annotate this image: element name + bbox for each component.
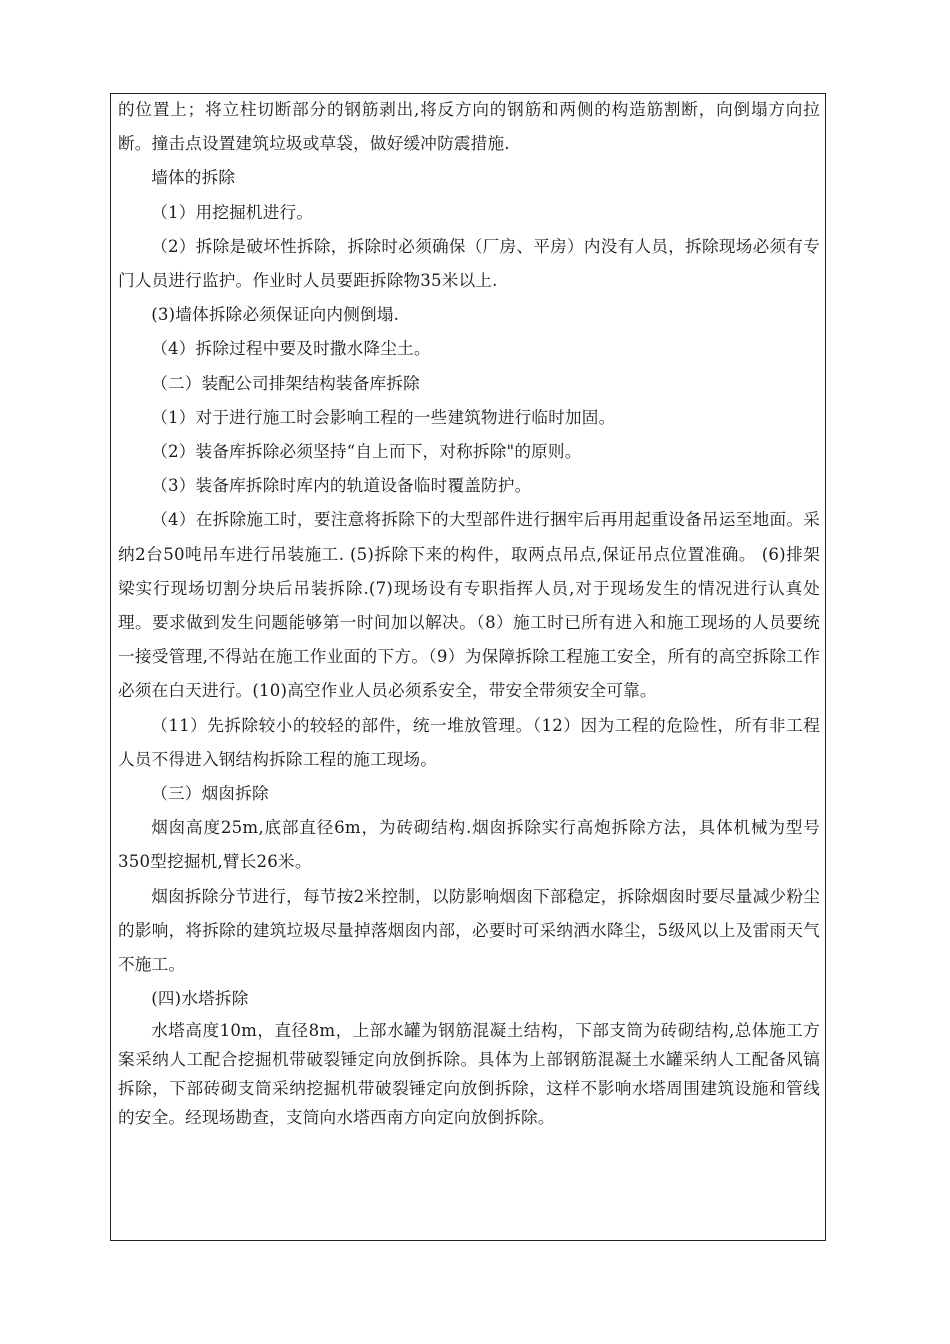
paragraph-7: （二）装配公司排架结构装备库拆除 bbox=[151, 373, 420, 393]
paragraph-4: （2）拆除是破坏性拆除，拆除时必须确保（厂房、平房）内没有人员，拆除现场必须有专门人员进行监护。作业时人员要距拆除物35米以上. bbox=[118, 236, 820, 291]
paragraph-17: 水塔高度10m，直径8m，上部水罐为钢筋混凝土结构，下部支筒为砖砌结构,总体施工方案采纳人工配合挖掘机带破裂锤定向放倒拆除。具体为上部钢筋混凝土水罐采纳人工配备风镐拆除，下部砖砌支筒采纳挖掘机带破裂锤定向放倒拆除，这样不影响水塔周围建筑设施和管线的安全。经现场勘查，支筒向水塔西南方向定向放倒拆除。 bbox=[118, 1021, 820, 1128]
paragraph-6: （4）拆除过程中要及时撒水降尘土。 bbox=[151, 339, 431, 359]
paragraph-12: （11）先拆除较小的较轻的部件，统一堆放管理。（12）因为工程的危险性，所有非工程人员不得进入钢结构拆除工程的施工现场。 bbox=[118, 715, 820, 769]
document-body bbox=[118, 93, 820, 1132]
paragraph-2: 墙体的拆除 bbox=[151, 168, 236, 188]
paragraph-15: 烟囱拆除分节进行，每节按2米控制，以防影响烟囱下部稳定，拆除烟囱时要尽量减少粉尘的影响，将拆除的建筑垃圾尽量掉落烟囱内部，必要时可采纳洒水降尘，5级风以上及雷雨天气不施工。 bbox=[118, 886, 820, 975]
paragraph-1: 的位置上；将立柱切断部分的钢筋剥出,将反方向的钢筋和两侧的构造筋割断，向倒塌方向拉断。撞击点设置建筑垃圾或草袋，做好缓冲防震措施. bbox=[118, 100, 820, 154]
paragraph-9: （2）装备库拆除必须坚持“自上而下，对称拆除"的原则。 bbox=[151, 442, 582, 462]
paragraph-3: （1）用挖掘机进行。 bbox=[151, 202, 314, 222]
paragraph-8: （1）对于进行施工时会影响工程的一些建筑物进行临时加固。 bbox=[151, 407, 616, 427]
paragraph-14: 烟囱高度25m,底部直径6m，为砖砌结构.烟囱拆除实行高炮拆除方法，具体机械为型号350型挖掘机,臂长26米。 bbox=[118, 818, 820, 872]
paragraph-10: （3）装备库拆除时库内的轨道设备临时覆盖防护。 bbox=[151, 476, 532, 496]
paragraph-5: (3)墙体拆除必须保证向内侧倒塌. bbox=[151, 305, 400, 325]
paragraph-16: (四)水塔拆除 bbox=[151, 989, 249, 1009]
paragraph-13: （三）烟囱拆除 bbox=[151, 784, 269, 804]
paragraph-11: （4）在拆除施工时，要注意将拆除下的大型部件进行捆牢后再用起重设备吊运至地面。采纳2台50吨吊车进行吊装施工. (5)拆除下来的构件，取两点吊点,保证吊点位置准确。 (6)排架梁实行现场切割分块后吊装拆除.(7)现场设有专职指挥人员,对于现场发生的情况进行认真处理。要求做到发生问题能够第一时间加以解决。（8）施工时已所有进入和施工现场的人员要统一接受管理,不得站在施工作业面的下方。（9）为保障拆除工程施工安全，所有的高空拆除工作必须在白天进行。(10)高空作业人员必须系安全，带安全带须安全可靠。 bbox=[118, 510, 820, 701]
